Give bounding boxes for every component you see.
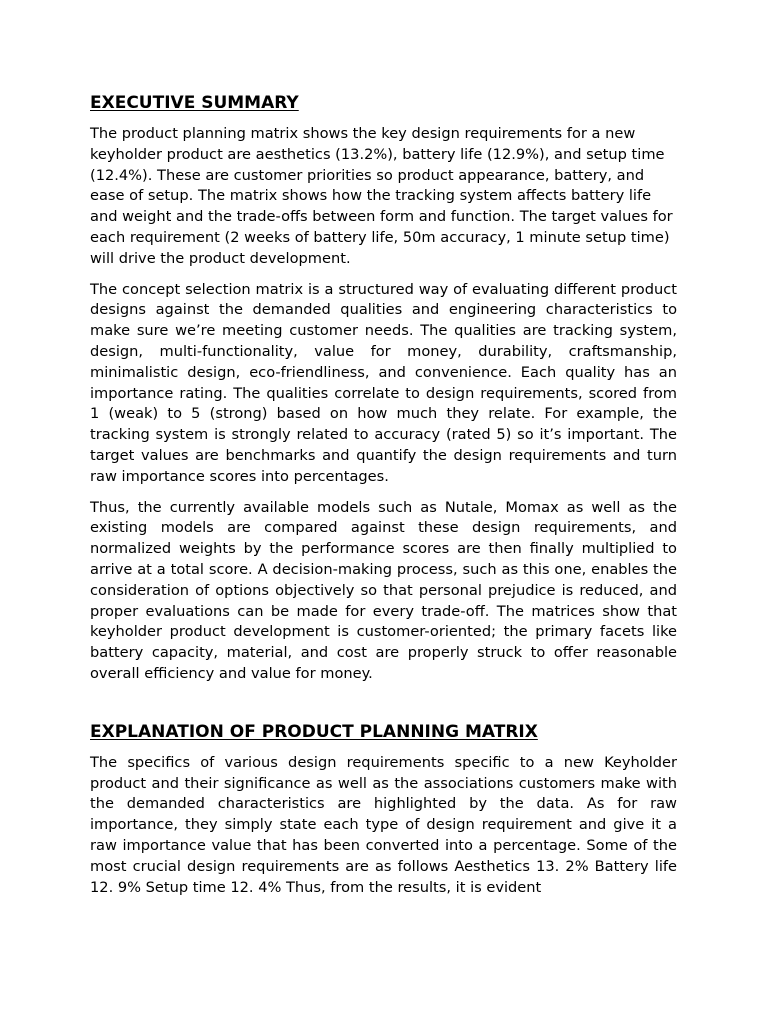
product-planning-matrix-paragraph-1: The specifics of various design requirements specific to a new Keyholder product and their significance as well as the associations customers make with the demanded characteristics are highlighted by the data. As for raw importance, they simply state each type of design requirement and give it a raw importance value that has been converted into a percentage. Some of the most crucial design requirements are as follows Aesthetics 13. 2% Battery life 12. 9% Setup time 12. 4% Thus, from the results, it is evident [90,753,677,896]
product-planning-matrix-heading: EXPLANATION OF PRODUCT PLANNING MATRIX [90,721,538,742]
executive-summary-paragraph-1: The product planning matrix shows the key design requirements for a new keyholder product are aesthetics (13.2%), battery life (12.9%), and setup time (12.4%). These are customer priorities so product appearance, battery, and ease of setup. The matrix shows how the tracking system affects battery life and weight and the trade-offs between form and function. The target values for each requirement (2 weeks of battery life, 50m accuracy, 1 minute setup time) will drive the product development. [90,125,673,267]
executive-summary-heading: EXECUTIVE SUMMARY [90,93,299,113]
executive-summary-paragraph-3: Thus, the currently available models such as Nutale, Momax as well as the existing models are compared against these design requirements, and normalized weights by the performance scores are then finally multiplied to arrive at a total score. A decision-making process, such as this one, enables the consideration of options objectively so that personal prejudice is reduced, and proper evaluations can be made for every trade-off. The matrices show that keyholder product development is customer-oriented; the primary facets like battery capacity, material, and cost are properly struck to offer reasonable overall efficiency and value for money. [90,498,677,682]
executive-summary-paragraph-2: The concept selection matrix is a structured way of evaluating different product designs against the demanded qualities and engineering characteristics to make sure we’re meeting customer needs. The qualities are tracking system, design, multi-functionality, value for money, durability, craftsmanship, minimalistic design, eco-friendliness, and convenience. Each quality has an importance rating. The qualities correlate to design requirements, scored from 1 (weak) to 5 (strong) based on how much they relate. For example, the tracking system is strongly related to accuracy (rated 5) so it’s important. The target values are benchmarks and quantify the design requirements and turn raw importance scores into percentages. [90,280,677,485]
document-page [90,92,677,908]
